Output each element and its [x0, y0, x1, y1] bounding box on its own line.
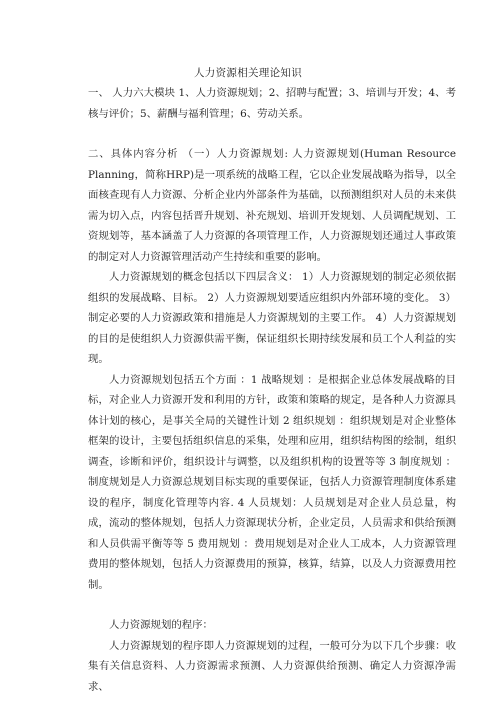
paragraph-gap	[88, 595, 456, 615]
section-heading-procedure: 人力资源规划的程序：	[109, 619, 213, 631]
paragraph-six-modules: 一、 人力六大模块 1、人力资源规划；2、招聘与配置；3、培训与开发；4、考核与评价；5、薪酬与福利管理；6、劳动关系。	[88, 87, 456, 120]
document-title: 人力资源相关理论知识	[194, 67, 302, 79]
document-body	[88, 83, 456, 697]
paragraph-gap	[88, 124, 456, 144]
paragraph-hrp-meaning: 人力资源规划的概念包括以下四层含义： 1）人力资源规划的制定必须依据组织的发展战略、目标。 2）人力资源规划要适应组织内外部环境的变化。 3）制定必要的人力资源政策和措施是人力资源规划的主要工作。 4）人力资源规划的目的是使组织人力资源供需平衡，保证组织长期持续发展和员工个人利益的实现。	[88, 271, 456, 365]
paragraph-hrp-five-aspects: 人力资源规划包括五个方面 ：1 战略规划 ：是根据企业总体发展战略的目标，对企业人力资源开发和利用的方针，政策和策略的规定，是各种人力资源具体计划的核心，是事关全局的关键性计划 2 组织规划 ：组织规划是对企业整体框架的设计，主要包括组织信息的采集，处理和应用，组织结构图的绘制，组织调查，诊断和评价，组织设计与调整，以及组织机构的设置等等 3 制度规划 ：制度规划是人力资源总规划目标实现的重要保证，包括人力资源管理制度体系建设的程序，制度化管理等内容. 4 人员规划：人员规划是对企业人员总量，构成，流动的整体规划，包括人力资源现状分析，企业定员，人员需求和供给预测和人员供需平衡等等 5 费用规划 ：费用规划是对企业人工成本，人力资源管理费用的整体规划，包括人力资源费用的预算，核算，结算，以及人力资源费用控制。	[88, 373, 456, 591]
paragraph-procedure: 人力资源规划的程序即人力资源规划的过程，一般可分为以下几个步骤：收集有关信息资料、人力资源需求预测、人力资源供给预测、确定人力资源净需求、	[88, 639, 456, 693]
paragraph-hrp-definition: 二、具体内容分析 （一）人力资源规划: 人力资源规划(Human Resource Planning，简称HRP)是一项系统的战略工程，它以企业发展战略为指导，以全面核查现有人力资源、分析企业内外部条件为基础，以预测组织对人员的未来供需为切入点，内容包括晋升规划、补充规划、培训开发规划、人员调配规划、工资规划等，基本涵盖了人力资源的各项管理工作，人力资源规划还通过人事政策的制定对人力资源管理活动产生持续和重要的影响。	[88, 148, 456, 263]
